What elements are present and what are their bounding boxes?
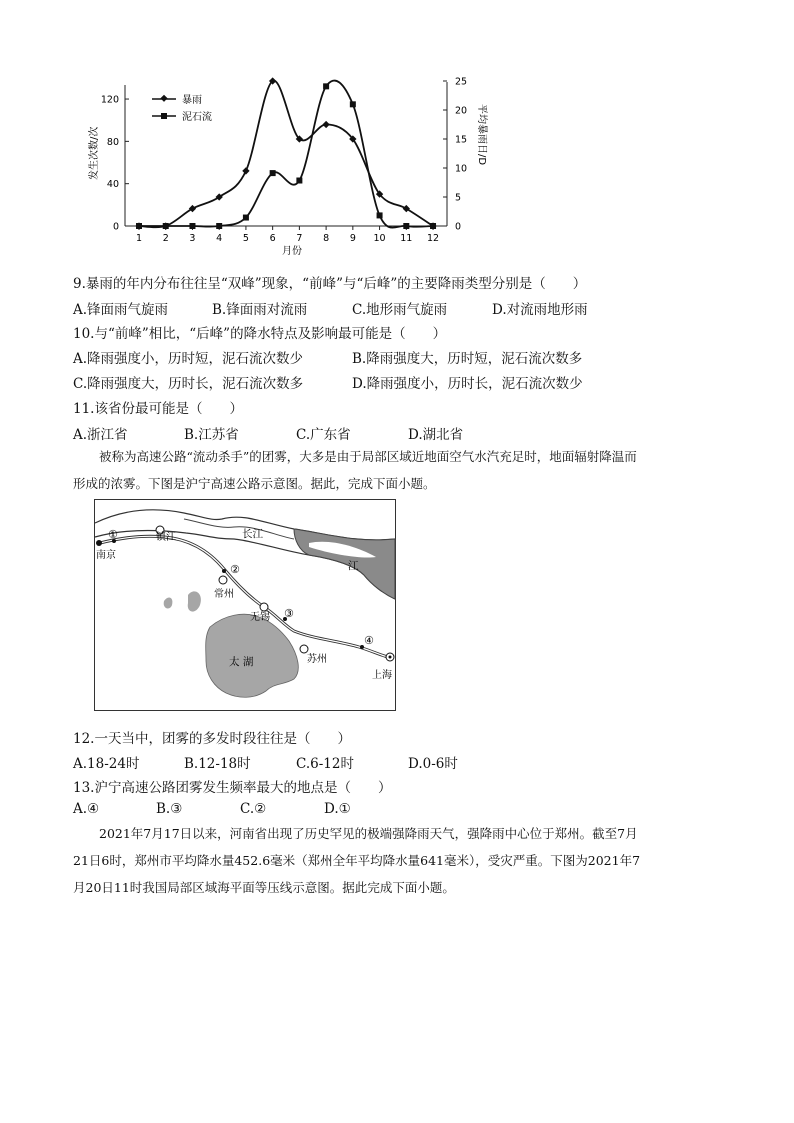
debris-flow-point	[216, 223, 222, 229]
debris-flow-point	[377, 212, 383, 218]
month-tick-label: 1	[135, 233, 143, 244]
nanjing-city-marker	[96, 540, 102, 546]
debris-flow-point	[403, 223, 409, 229]
right-tick-label: 15	[455, 134, 468, 146]
question-11-option-c[interactable]: C.广东省	[296, 427, 351, 443]
label-wuxi: 无锡	[250, 612, 270, 623]
question-9-option-d[interactable]: D.对流雨地形雨	[492, 302, 588, 318]
changzhou-city-marker	[219, 576, 227, 584]
suzhou-city-marker	[300, 645, 308, 653]
label-jiang: 江	[348, 560, 359, 572]
debris-flow-point	[163, 223, 169, 229]
month-tick-label: 7	[296, 233, 303, 244]
debris-flow-point	[430, 223, 436, 229]
label-shanghai: 上海	[372, 670, 392, 681]
marker-3: ③	[284, 607, 294, 620]
left-tick-label: 80	[106, 136, 119, 148]
debris-flow-point	[270, 170, 276, 176]
x-axis-label: 月份	[282, 246, 302, 257]
question-10-stem: 10.与“前峰”相比，“后峰”的降水特点及影响最可能是（ ）	[73, 326, 447, 342]
left-tick-label: 0	[112, 221, 119, 233]
question-12-option-c[interactable]: C.6-12时	[296, 756, 354, 772]
question-11-option-d[interactable]: D.湖北省	[408, 427, 464, 443]
marker-1: ①	[108, 528, 118, 541]
month-tick-label: 8	[323, 233, 330, 244]
passage-fog	[73, 443, 723, 497]
y-axis-label-left: 发生次数/次	[89, 126, 100, 180]
question-10-option-b[interactable]: B.降雨强度大，历时短，泥石流次数多	[352, 351, 583, 367]
question-9-option-b[interactable]: B.锋面雨对流雨	[212, 302, 308, 318]
passage-rain-line-2: 21日6时，郑州市平均降水量452.6毫米（郑州全年平均降水量641毫米），受灾严重。下图为2021年7	[73, 853, 641, 868]
legend-square-marker	[161, 113, 167, 119]
question-11-stem: 11.该省份最可能是（ ）	[73, 401, 243, 417]
rainstorm-debris-flow-chart	[0, 0, 794, 265]
right-tick-label: 20	[455, 105, 468, 117]
question-13-option-c[interactable]: C.②	[240, 801, 267, 817]
passage-fog-line-1: 被称为高速公路“流动杀手”的团雾，大多是由于局部区域近地面空气水汽充足时，地面辐射降温而	[99, 449, 637, 464]
debris-flow-point	[323, 83, 329, 89]
right-tick-label: 0	[455, 221, 462, 233]
question-9-option-c[interactable]: C.地形雨气旋雨	[352, 302, 448, 318]
month-tick-label: 3	[189, 233, 196, 244]
passage-fog-line-2: 形成的浓雾。下图是沪宁高速公路示意图。据此，完成下面小题。	[73, 476, 436, 491]
left-tick-label: 120	[100, 94, 119, 106]
series-markers	[135, 77, 436, 229]
debris-flow-point	[296, 178, 302, 184]
question-12-stem: 12.一天当中，团雾的多发时段往往是（ ）	[73, 731, 351, 747]
question-10-option-a[interactable]: A.降雨强度小，历时短，泥石流次数少	[73, 351, 304, 367]
passage-rain-line-1: 2021年7月17日以来，河南省出现了历史罕见的极端强降雨天气，强降雨中心位于郑州。截至7月	[99, 826, 638, 841]
legend-label-rainstorm: 暴雨	[182, 95, 202, 106]
question-9-stem: 9.暴雨的年内分布往往呈“双峰”现象，“前峰”与“后峰”的主要降雨类型分别是（ ）	[73, 276, 587, 292]
debris-flow-point	[136, 223, 142, 229]
right-tick-label: 5	[455, 192, 462, 204]
debris-flow-point	[243, 215, 249, 221]
question-13-option-a[interactable]: A.④	[73, 801, 100, 817]
debris-flow-point	[350, 101, 356, 107]
legend	[152, 94, 212, 123]
month-tick-label: 11	[400, 233, 413, 244]
wuxi-city-marker	[260, 603, 268, 611]
passage-rain	[73, 820, 723, 901]
right-tick-label: 10	[455, 163, 468, 175]
month-tick-label: 4	[216, 233, 223, 244]
label-changzhou: 常州	[214, 589, 234, 600]
month-axis-ticks	[136, 226, 439, 244]
label-taihu: 太 湖	[229, 656, 254, 668]
right-tick-label: 25	[455, 76, 468, 88]
question-13-option-d[interactable]: D.①	[324, 801, 351, 817]
question-9-option-a[interactable]: A.锋面雨气旋雨	[73, 302, 169, 318]
question-12-option-a[interactable]: A.18-24时	[73, 756, 140, 772]
question-10-option-c[interactable]: C.降雨强度大，历时长，泥石流次数多	[73, 376, 304, 392]
legend-diamond-marker	[160, 95, 167, 102]
label-nanjing: 南京	[96, 550, 116, 561]
y-axis-label-right: 平均暴雨日/D	[476, 104, 487, 166]
question-13-stem: 13.沪宁高速公路团雾发生频率最大的地点是（ ）	[73, 780, 392, 796]
label-zhenjiang: 镇江	[156, 532, 176, 543]
month-tick-label: 5	[242, 233, 249, 244]
shanghai-city-marker-dot	[389, 656, 392, 659]
rainstorm-point	[322, 121, 329, 128]
month-tick-label: 6	[269, 233, 276, 244]
left-tick-label: 40	[106, 179, 119, 191]
month-tick-label: 9	[349, 233, 356, 244]
question-11-option-b[interactable]: B.江苏省	[184, 427, 239, 443]
question-12-option-d[interactable]: D.0-6时	[408, 756, 458, 772]
label-suzhou: 苏州	[307, 654, 327, 665]
marker-4: ④	[364, 634, 374, 647]
question-11-option-a[interactable]: A.浙江省	[73, 427, 128, 443]
point-2-dot	[222, 569, 226, 573]
debris-flow-point	[189, 223, 195, 229]
passage-rain-line-3: 月20日11时我国局部区域海平面等压线示意图。据此完成下面小题。	[73, 880, 455, 895]
legend-label-debris-flow: 泥石流	[182, 112, 212, 123]
label-changjiang: 长江	[242, 528, 263, 540]
question-12-option-b[interactable]: B.12-18时	[184, 756, 251, 772]
question-10-option-d[interactable]: D.降雨强度小，历时长，泥石流次数少	[352, 376, 583, 392]
month-tick-label: 12	[426, 233, 440, 244]
month-tick-label: 10	[373, 233, 386, 244]
rainstorm-point	[242, 167, 249, 174]
question-13-option-b[interactable]: B.③	[156, 801, 183, 817]
marker-2: ②	[230, 563, 240, 576]
month-tick-label: 2	[162, 233, 169, 244]
shanghai-nanjing-expressway-map	[94, 499, 404, 714]
